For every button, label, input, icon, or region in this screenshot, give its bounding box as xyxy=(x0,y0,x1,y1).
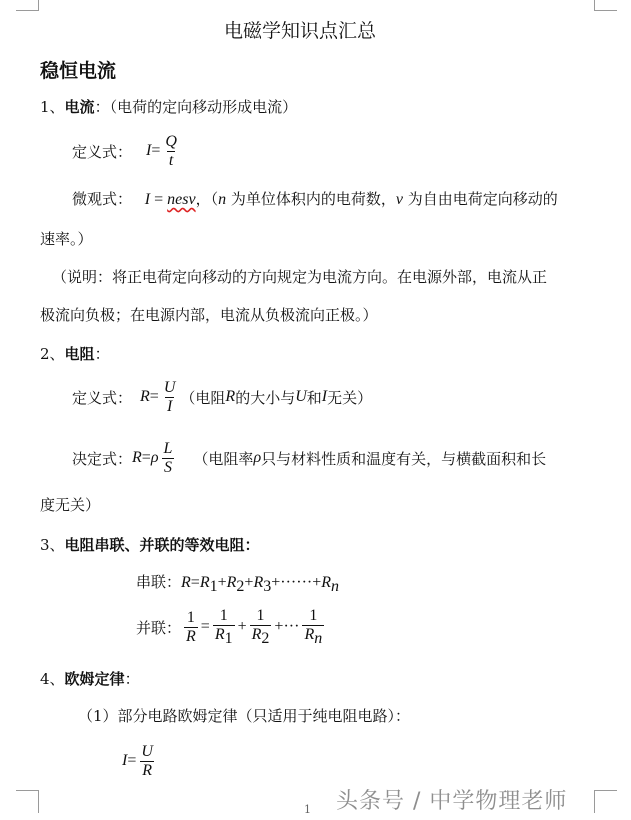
equals-sign: = xyxy=(200,618,210,635)
resistance-determination-label: 决定式： xyxy=(72,449,133,468)
equals-sign: = xyxy=(149,388,159,405)
parallel-term-2 xyxy=(250,607,272,647)
symbol-rho: ρ xyxy=(253,449,262,466)
plus-sign: + xyxy=(237,618,247,635)
symbol-R: R xyxy=(226,574,237,591)
text-fragment: （电阻 xyxy=(180,388,226,407)
resistance-determination-fraction xyxy=(162,440,175,476)
crop-mark-bottom-left xyxy=(16,790,39,813)
ohm-law-fraction xyxy=(139,743,155,779)
resistance-definition-label: 定义式： xyxy=(72,388,133,407)
item-1-heading xyxy=(40,96,297,117)
item-2-title: 电阻 xyxy=(64,345,95,363)
fraction-denominator: R xyxy=(186,627,196,645)
subscript: 1 xyxy=(209,578,218,595)
current-note-line-1: （说明：将正电荷定向移动的方向规定为电流方向。在电源外部，电流从正 xyxy=(52,268,548,286)
text-fragment: 的大小与 xyxy=(235,388,296,407)
symbol-R: R xyxy=(199,574,210,591)
symbol-rho: ρ xyxy=(150,449,159,466)
item-3-title: 电阻串联、并联的等效电阻： xyxy=(64,536,260,554)
symbol-n: n xyxy=(218,191,227,208)
equals-sign: = xyxy=(141,449,151,466)
current-note-line-2: 极流向负极；在电源内部，电流从负极流向正极。） xyxy=(40,306,378,324)
text-fragment: （电阻率 xyxy=(193,449,254,468)
current-definition-fraction xyxy=(163,133,179,169)
item-3-heading xyxy=(40,534,260,555)
text-fragment: 无关） xyxy=(327,388,373,407)
subscript: 1 xyxy=(224,629,233,647)
item-1-number: 1、 xyxy=(40,98,65,116)
plus-sign: + xyxy=(217,574,227,591)
current-microscopic-lhs: I xyxy=(144,191,151,208)
item-4-heading xyxy=(40,668,140,689)
parallel-lhs-fraction xyxy=(184,609,198,645)
subscript: 2 xyxy=(261,629,270,647)
symbol-R: R xyxy=(214,625,225,643)
symbol-R: R xyxy=(225,388,236,405)
page-number: 1 xyxy=(304,803,311,816)
item-1-title: 电流 xyxy=(64,98,95,116)
item-4-title: 欧姆定律 xyxy=(64,670,125,688)
plus-sign: + xyxy=(244,574,254,591)
current-microscopic xyxy=(72,188,558,209)
equals-sign: = xyxy=(150,191,168,208)
fraction-denominator: R xyxy=(142,761,153,779)
item-2-number: 2、 xyxy=(40,345,65,363)
equals-sign: = xyxy=(127,752,137,769)
fraction-numerator: 1 xyxy=(186,608,195,626)
symbol-R: R xyxy=(321,574,332,591)
page-title: 电磁学知识点汇总 xyxy=(223,20,376,42)
fraction-denominator: I xyxy=(166,397,173,415)
text-fragment: 和 xyxy=(306,388,322,407)
watermark: 头条号 / 中学物理老师 xyxy=(336,789,568,814)
item-4-title-rest: ： xyxy=(124,670,140,688)
ohm-law-subheading: （1）部分电路欧姆定律（只适用于纯电阻电路）： xyxy=(78,707,411,725)
fraction-numerator: 1 xyxy=(219,606,228,624)
crop-mark-top-right xyxy=(594,0,617,11)
section-heading: 稳恒电流 xyxy=(40,60,117,82)
equals-sign: = xyxy=(190,574,200,591)
crop-mark-bottom-right xyxy=(594,790,617,813)
subscript: n xyxy=(331,578,340,595)
current-definition xyxy=(72,130,182,172)
item-4-number: 4、 xyxy=(40,670,65,688)
resistance-determination-continuation: 度无关） xyxy=(40,496,101,514)
symbol-I: I xyxy=(321,388,328,405)
resistance-definition xyxy=(72,376,372,418)
symbol-v: v xyxy=(395,191,403,208)
fraction-numerator: U xyxy=(163,378,176,396)
crop-mark-top-left xyxy=(16,0,39,11)
text-fragment: ，（ xyxy=(195,190,219,208)
resistance-determination xyxy=(72,436,546,480)
item-3-number: 3、 xyxy=(40,536,65,554)
parallel-term-n xyxy=(302,607,324,647)
text-fragment: 为自由电荷定向移动的 xyxy=(403,190,558,208)
fraction-numerator: U xyxy=(141,742,153,760)
symbol-U: U xyxy=(295,388,307,405)
resistance-definition-lhs: R xyxy=(140,388,150,405)
series-formula xyxy=(136,571,339,596)
symbol-R: R xyxy=(181,574,191,591)
current-definition-label: 定义式： xyxy=(72,142,133,161)
fraction-denominator: t xyxy=(168,151,174,169)
symbol-R: R xyxy=(253,574,264,591)
series-label: 串联： xyxy=(136,573,182,591)
subscript: n xyxy=(314,629,323,647)
item-1-title-rest: ：（电荷的定向移动形成电流） xyxy=(94,98,298,116)
subscript: 2 xyxy=(236,578,245,595)
symbol-R: R xyxy=(304,625,315,643)
plus-ellipsis: +··· xyxy=(274,618,300,635)
ohm-law-formula xyxy=(122,740,158,782)
current-definition-lhs: I xyxy=(146,142,152,159)
current-microscopic-label: 微观式： xyxy=(72,190,133,208)
item-2-heading xyxy=(40,343,110,364)
fraction-numerator: L xyxy=(163,439,173,457)
item-2-title-rest: ： xyxy=(94,345,110,363)
parallel-label: 并联： xyxy=(136,618,182,637)
symbol-R: R xyxy=(251,625,262,643)
fraction-numerator: 1 xyxy=(256,606,265,624)
current-microscopic-continuation: 速率。） xyxy=(40,230,93,248)
subscript: 3 xyxy=(263,578,272,595)
current-microscopic-expression: nesv xyxy=(167,191,196,208)
fraction-numerator: Q xyxy=(165,132,177,150)
text-fragment: 为单位体积内的电荷数， xyxy=(226,190,396,208)
resistance-determination-lhs: R xyxy=(132,449,142,466)
parallel-formula xyxy=(136,604,327,650)
fraction-numerator: 1 xyxy=(309,606,318,624)
ellipsis-sum: +······+ xyxy=(271,574,322,591)
text-fragment: 只与材料性质和温度有关，与横截面积和长 xyxy=(261,449,547,468)
resistance-definition-fraction xyxy=(162,379,178,415)
fraction-denominator: S xyxy=(163,458,172,476)
parallel-term-1 xyxy=(213,607,235,647)
symbol-I: I xyxy=(122,752,128,769)
equals-sign: = xyxy=(151,142,161,159)
